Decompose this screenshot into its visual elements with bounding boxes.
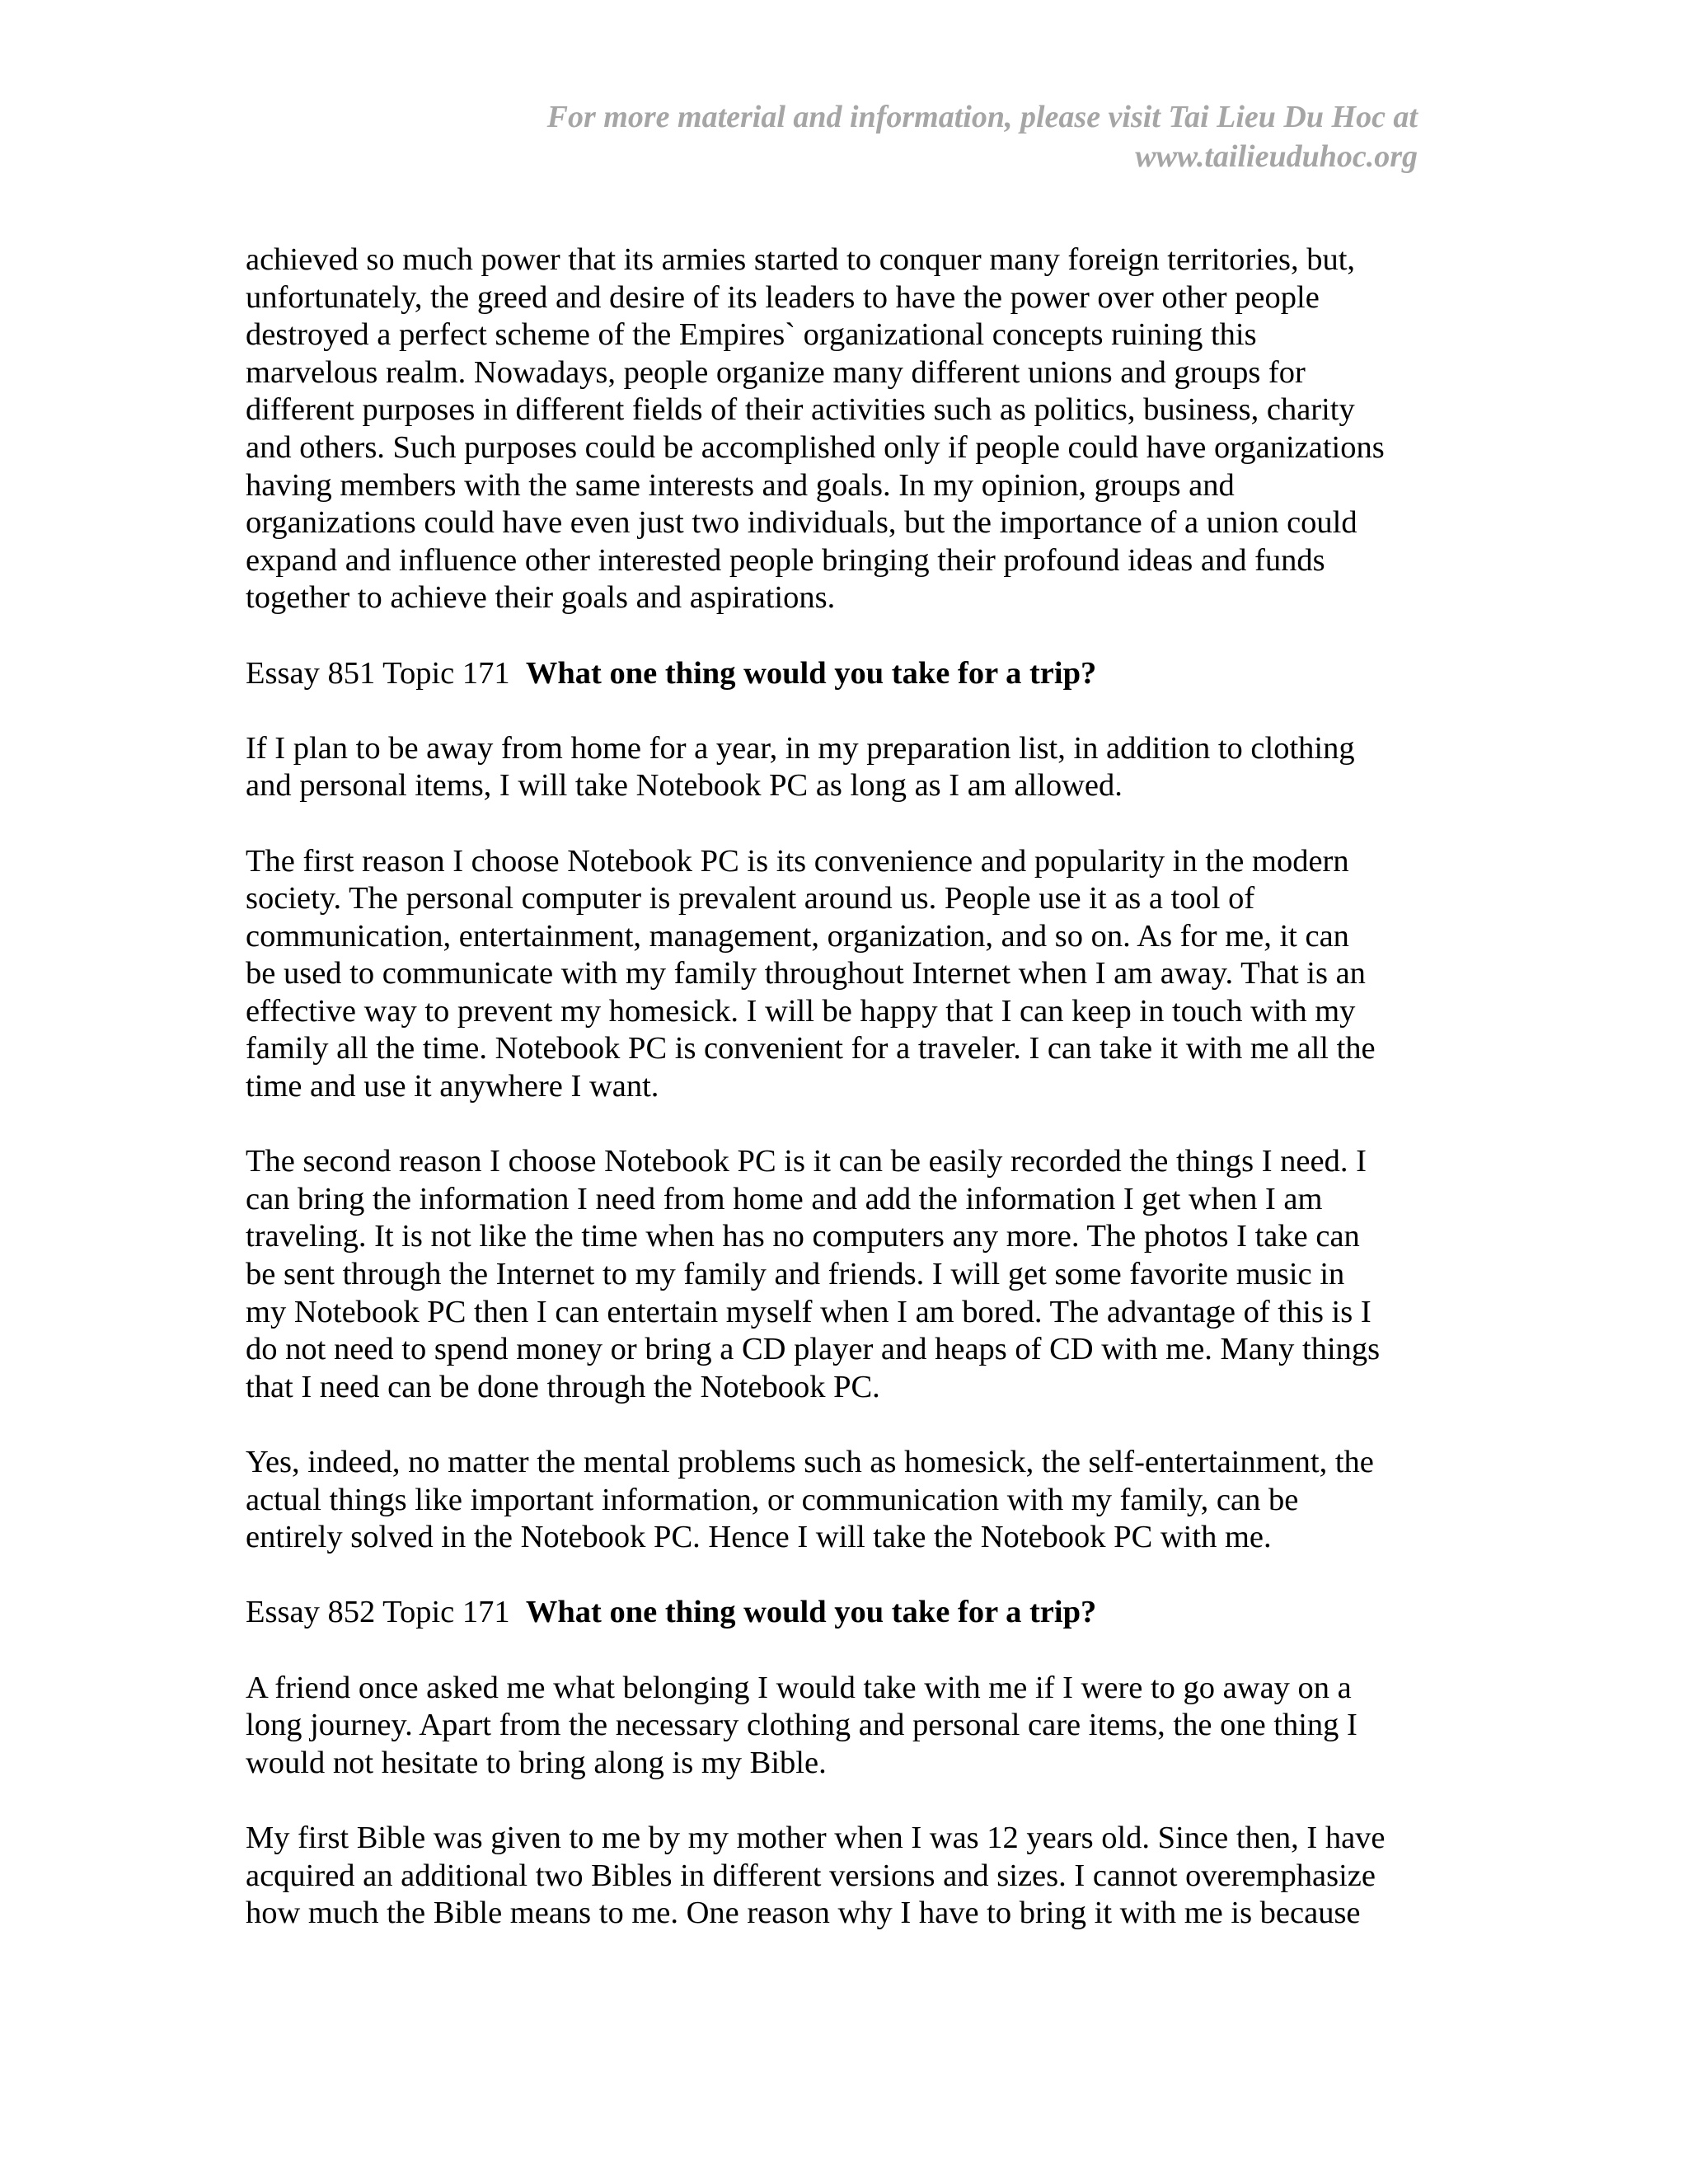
paragraph-intro: achieved so much power that its armies started to conquer many foreign territories, but, unfortunately, the greed and desire of its leaders to have the power over other people destroyed a perfect scheme of the Empires` organizational concepts ruining this marvelous realm. Nowadays, people organize many different unions and groups for different purposes in different fields of their activities such as politics, business, charity and others. Such purposes could be accomplished only if people could have organizations having members with the same interests and goals. In my opinion, groups and organizations could have even just two individuals, but the importance of a union could expand and influence other interested people bringing their profound ideas and funds together to achieve their goals and aspirations.: [246, 242, 1385, 616]
essay-label: Essay 851 Topic 171: [246, 655, 510, 691]
essay-852-paragraph-1: A friend once asked me what belonging I would take with me if I were to go away on a long journey. Apart from the necessary clothing and personal care items, the one thing I would not hesitate to bring along is my Bible.: [246, 1670, 1357, 1780]
essay-title: What one thing would you take for a trip?: [525, 655, 1097, 691]
header-link[interactable]: www.tailieuduhoc.org: [1135, 139, 1418, 174]
page-header: [429, 97, 1418, 176]
essay-851-paragraph-3: The second reason I choose Notebook PC is it can be easily recorded the things I need. I can bring the information I need from home and add the information I get when I am traveling. It is not like the time when has no computers any more. The photos I take can be sent through the Internet to my family and friends. I will get some favorite music in my Notebook PC then I can entertain myself when I am bored. The advantage of this is I do not need to spend money or bring a CD player and heaps of CD with me. Many things that I need can be done through the Notebook PC.: [246, 1144, 1381, 1404]
essay-851-paragraph-4: Yes, indeed, no matter the mental problems such as homesick, the self-entertainment, the actual things like important information, or communication with my family, can be entirely solved in the Notebook PC. Hence I will take the Notebook PC with me.: [246, 1445, 1374, 1555]
essay-851-paragraph-2: The first reason I choose Notebook PC is its convenience and popularity in the modern society. The personal computer is prevalent around us. People use it as a tool of communication, entertainment, management, organization, and so on. As for me, it can be used to communicate with my family throughout Internet when I am away. That is an effective way to prevent my homesick. I will be happy that I can keep in touch with my family all the time. Notebook PC is convenient for a traveler. I can take it with me all the time and use it anywhere I want.: [246, 843, 1376, 1104]
essay-851-paragraph-1: If I plan to be away from home for a year, in my preparation list, in addition to clothing and personal items, I will take Notebook PC as long as I am allowed.: [246, 730, 1355, 804]
document-body: [246, 241, 1441, 1970]
essay-851-heading: [246, 655, 1441, 693]
header-line-1: For more material and information, please visit Tai Lieu Du Hoc at: [546, 100, 1418, 134]
essay-label: Essay 852 Topic 171: [246, 1595, 510, 1630]
essay-title: What one thing would you take for a trip?: [525, 1595, 1097, 1630]
essay-852-paragraph-2: My first Bible was given to me by my mother when I was 12 years old. Since then, I have acquired an additional two Bibles in different versions and sizes. I cannot overemphasize how much the Bible means to me. One reason why I have to bring it with me is because: [246, 1820, 1386, 1931]
essay-852-heading: [246, 1594, 1441, 1632]
